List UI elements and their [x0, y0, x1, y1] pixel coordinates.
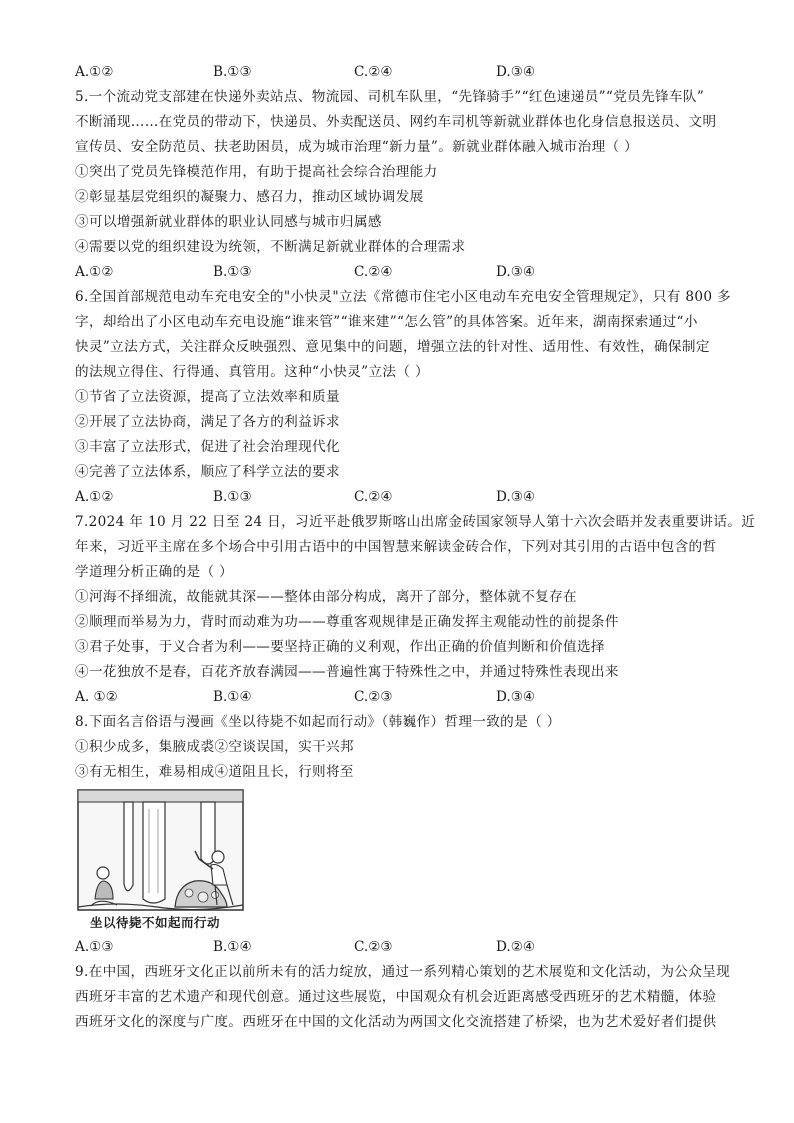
- statement: ④一花独放不是春，百花齐放春满园——普遍性寓于特殊性之中，并通过特殊性表现出来: [75, 664, 619, 680]
- statement: ④需要以党的组织建设为统领，不断满足新就业群体的合理需求: [75, 239, 466, 255]
- question-text-line: 快灵”立法方式，关注群众反映强烈、意见集中的问题，增强立法的针对性、适用性、有效性，确保制定: [75, 339, 710, 355]
- question-text-line: 7.2024 年 10 月 22 日至 24 日，习近平赴俄罗斯喀山出席金砖国家领导人第十六次会晤并发表重要讲话。近: [75, 514, 756, 530]
- option-b: B.①③: [213, 64, 252, 80]
- question-text-line: 宣传员、安全防范员、扶老助困员，成为城市治理“新力量”。新就业群体融入城市治理（ ）: [75, 139, 639, 155]
- statement: ③君子处事，于义合者为利——要坚持正确的义利观，作出正确的价值判断和价值选择: [75, 639, 605, 655]
- option-d: D.②④: [496, 939, 536, 955]
- option-b: B.①③: [213, 489, 252, 505]
- statement: ③有无相生，难易相成④道阻且长，行则将至: [75, 764, 354, 780]
- question-8: [75, 710, 725, 960]
- statement: ①河海不择细流，故能就其深——整体由部分构成，离开了部分，整体就不复存在: [75, 589, 577, 605]
- option-d: D.③④: [496, 489, 536, 505]
- question-9: [75, 960, 731, 1035]
- statement: ①突出了党员先锋模范作用，有助于提高社会综合治理能力: [75, 164, 438, 180]
- option-c: C.②③: [354, 689, 393, 705]
- option-b: B.①③: [213, 264, 252, 280]
- question-text-line: 年来，习近平主席在多个场合中引用古语中的中国智慧来解读金砖合作，下列对其引用的古语中包含的哲: [75, 539, 717, 555]
- option-a: A. ①②: [75, 689, 118, 705]
- option-b: B.①④: [213, 939, 252, 955]
- question-7: [75, 510, 756, 710]
- option-a: A.①②: [75, 489, 114, 505]
- question-text-line: 的法规立得住、行得通、真管用。这种“小快灵”立法（ ）: [75, 364, 429, 380]
- question-text-line: 6.全国首部规范电动车充电安全的"小快灵"立法《常德市住宅小区电动车充电安全管理规定》，只有 800 多: [75, 289, 731, 305]
- options-row: [75, 260, 725, 285]
- option-c: C.②④: [354, 264, 393, 280]
- options-row: [75, 935, 725, 960]
- statement: ④完善了立法体系，顺应了科学立法的要求: [75, 464, 340, 480]
- cartoon-caption: 坐以待毙不如起而行动: [90, 915, 221, 930]
- option-c: C.②③: [354, 939, 393, 955]
- option-d: D.③④: [496, 64, 536, 80]
- statement: ①节省了立法资源，提高了立法效率和质量: [75, 389, 340, 405]
- options-row: [75, 685, 725, 710]
- statement: ②彰显基层党组织的凝聚力、感召力，推动区域协调发展: [75, 189, 424, 205]
- statement: ③可以增强新就业群体的职业认同感与城市归属感: [75, 214, 382, 230]
- option-d: D.③④: [496, 689, 536, 705]
- question-text-line: 9.在中国，西班牙文化正以前所未有的活力绽放，通过一系列精心策划的艺术展览和文化活动，为公众呈现: [75, 964, 731, 980]
- options-row: [75, 485, 725, 510]
- option-a: A.①③: [75, 939, 114, 955]
- option-a: A.①②: [75, 264, 114, 280]
- option-d: D.③④: [496, 264, 536, 280]
- option-c: C.②④: [354, 489, 393, 505]
- options-row: [75, 60, 725, 85]
- question-text-line: 西班牙丰富的艺术遗产和现代创意。通过这些展览，中国观众有机会近距离感受西班牙的艺术精髓，体验: [75, 989, 717, 1005]
- statement: ③丰富了立法形式，促进了社会治理现代化: [75, 439, 340, 455]
- statement: ①积少成多，集腋成裘②空谈误国，实干兴邦: [75, 739, 354, 755]
- option-b: B.①④: [213, 689, 252, 705]
- question-text-line: 字，却给出了小区电动车充电设施“谁来管”“谁来建”“怎么管”的具体答案。近年来，湖南探索通过“小: [75, 314, 698, 330]
- exam-page: [75, 60, 756, 1035]
- option-c: C.②④: [354, 64, 393, 80]
- statement: ②顺理而举易为力，背时而动难为功——尊重客观规律是正确发挥主观能动性的前提条件: [75, 614, 619, 630]
- cartoon-figure: [77, 789, 244, 935]
- question-text-line: 5.一个流动党支部建在快递外卖站点、物流园、司机车队里，“先锋骑手”“红色速递员”“党员先锋车队”: [75, 89, 705, 105]
- question-5: [75, 85, 725, 285]
- option-a: A.①②: [75, 64, 114, 80]
- question-text-line: 西班牙文化的深度与广度。西班牙在中国的文化活动为两国文化交流搭建了桥梁，也为艺术爱好者们提供: [75, 1014, 717, 1030]
- statement: ②开展了立法协商，满足了各方的利益诉求: [75, 414, 340, 430]
- question-text-line: 8.下面名言俗语与漫画《坐以待毙不如起而行动》（韩巍作）哲理一致的是（ ）: [75, 714, 561, 730]
- question-text-line: 不断涌现……在党员的带动下，快递员、外卖配送员、网约车司机等新就业群体也化身信息报送员、文明: [75, 114, 717, 130]
- question-6: [75, 285, 731, 510]
- question-text-line: 学道理分析正确的是（ ）: [75, 564, 234, 580]
